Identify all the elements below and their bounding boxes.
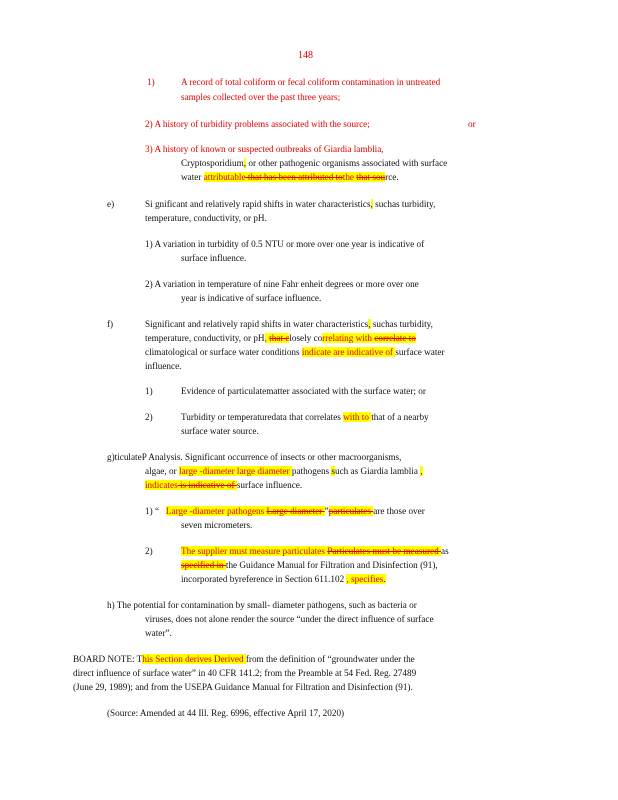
item-e2-line-2: year is indicative of surface influence. <box>181 293 322 303</box>
item-h-line-3: water”. <box>145 628 172 638</box>
item-f-line-4: influence. <box>145 361 182 371</box>
item-e1-line-1: 1) A variation in turbidity of 0.5 NTU or more over one year is indicative of <box>145 239 425 249</box>
item-e-line-1: Si gnificant and relatively rapid shifts in water characteristics, suchas turbidity, <box>145 199 436 209</box>
item-f2-line-1: Turbidity or temperaturedata that correlates with to that of a nearby <box>181 412 429 422</box>
board-note-line-3: (June 29, 1989); and from the USEPA Guidance Manual for Filtration and Disinfection (91). <box>73 682 413 692</box>
item-1-number: 1) <box>147 77 155 87</box>
item-f-line-2: temperature, conductivity, or pH, that closely correlating with correlate to <box>145 333 416 343</box>
board-note-line-1: BOARD NOTE: This Section derives Derived from the definition of “groundwater under the <box>73 654 415 664</box>
page-number: 148 <box>298 50 313 61</box>
item-g1-line-1: 1) “ Large -diameter pathogens Large diameter ”particulates are those over <box>145 506 425 516</box>
item-3-line-2: Cryptosporidium, or other pathogenic organisms associated with surface <box>181 158 448 168</box>
item-e-label: e) <box>107 199 115 209</box>
item-g1-line-2: seven micrometers. <box>181 520 253 530</box>
item-f-line-3: climatological or surface water conditions indicate are indicative of surface water <box>145 347 445 357</box>
item-g-line-1: g)ticulateP Analysis. Significant occurrence of insects or other macroorganisms, <box>107 452 402 462</box>
item-e1-line-2: surface influence. <box>181 253 247 263</box>
item-h-line-2: viruses, does not alone render the source “under the direct influence of surface <box>145 614 434 624</box>
item-2-line-1: 2) A history of turbidity problems associated with the source; <box>145 119 370 129</box>
item-f1-number: 1) <box>145 386 153 396</box>
item-g2-line-1: The supplier must measure particulates Particulates must be measured as <box>181 546 449 556</box>
item-e-line-2: temperature, conductivity, or pH. <box>145 213 267 223</box>
item-f-label: f) <box>107 319 114 329</box>
item-1-line-1: A record of total coliform or fecal coliform contamination in untreated <box>181 77 441 87</box>
item-g-line-2: algae, or large -diameter large diameter pathogens such as Giardia lamblia , <box>145 466 423 476</box>
item-f1-line-1: Evidence of particulatematter associated with the surface water; or <box>181 386 426 396</box>
item-e2-line-1: 2) A variation in temperature of nine Fahr enheit degrees or more over one <box>145 279 419 289</box>
item-2-or: or <box>468 119 476 129</box>
item-f2-line-2: surface water source. <box>181 426 259 436</box>
item-1-line-2: samples collected over the past three years; <box>181 92 341 102</box>
item-3-line-1: 3) A history of known or suspected outbreaks of Giardia lamblia, <box>145 144 384 154</box>
item-f-line-1: Significant and relatively rapid shifts in water characteristics, suchas turbidity, <box>145 319 433 329</box>
item-g2-line-3: incorporated byreference in Section 611.102 , specifies. <box>181 574 386 584</box>
item-f2-number: 2) <box>145 412 153 422</box>
board-note-line-2: direct influence of surface water” in 40 CFR 141.2; from the Preamble at 54 Fed. Reg. 27489 <box>73 668 417 678</box>
item-h-line-1: h) The potential for contamination by small- diameter pathogens, such as bacteria or <box>107 600 417 610</box>
source-note: (Source: Amended at 44 Ill. Reg. 6996, effective April 17, 2020) <box>107 708 345 718</box>
item-g2-line-2: specified in the Guidance Manual for Filtration and Disinfection (91), <box>181 560 438 570</box>
item-g2-number: 2) <box>145 546 153 556</box>
item-g-line-3: indicates is indicative of surface influence. <box>145 480 303 490</box>
item-3-line-3: water attributable that has been attributed tothe that source. <box>181 172 399 182</box>
